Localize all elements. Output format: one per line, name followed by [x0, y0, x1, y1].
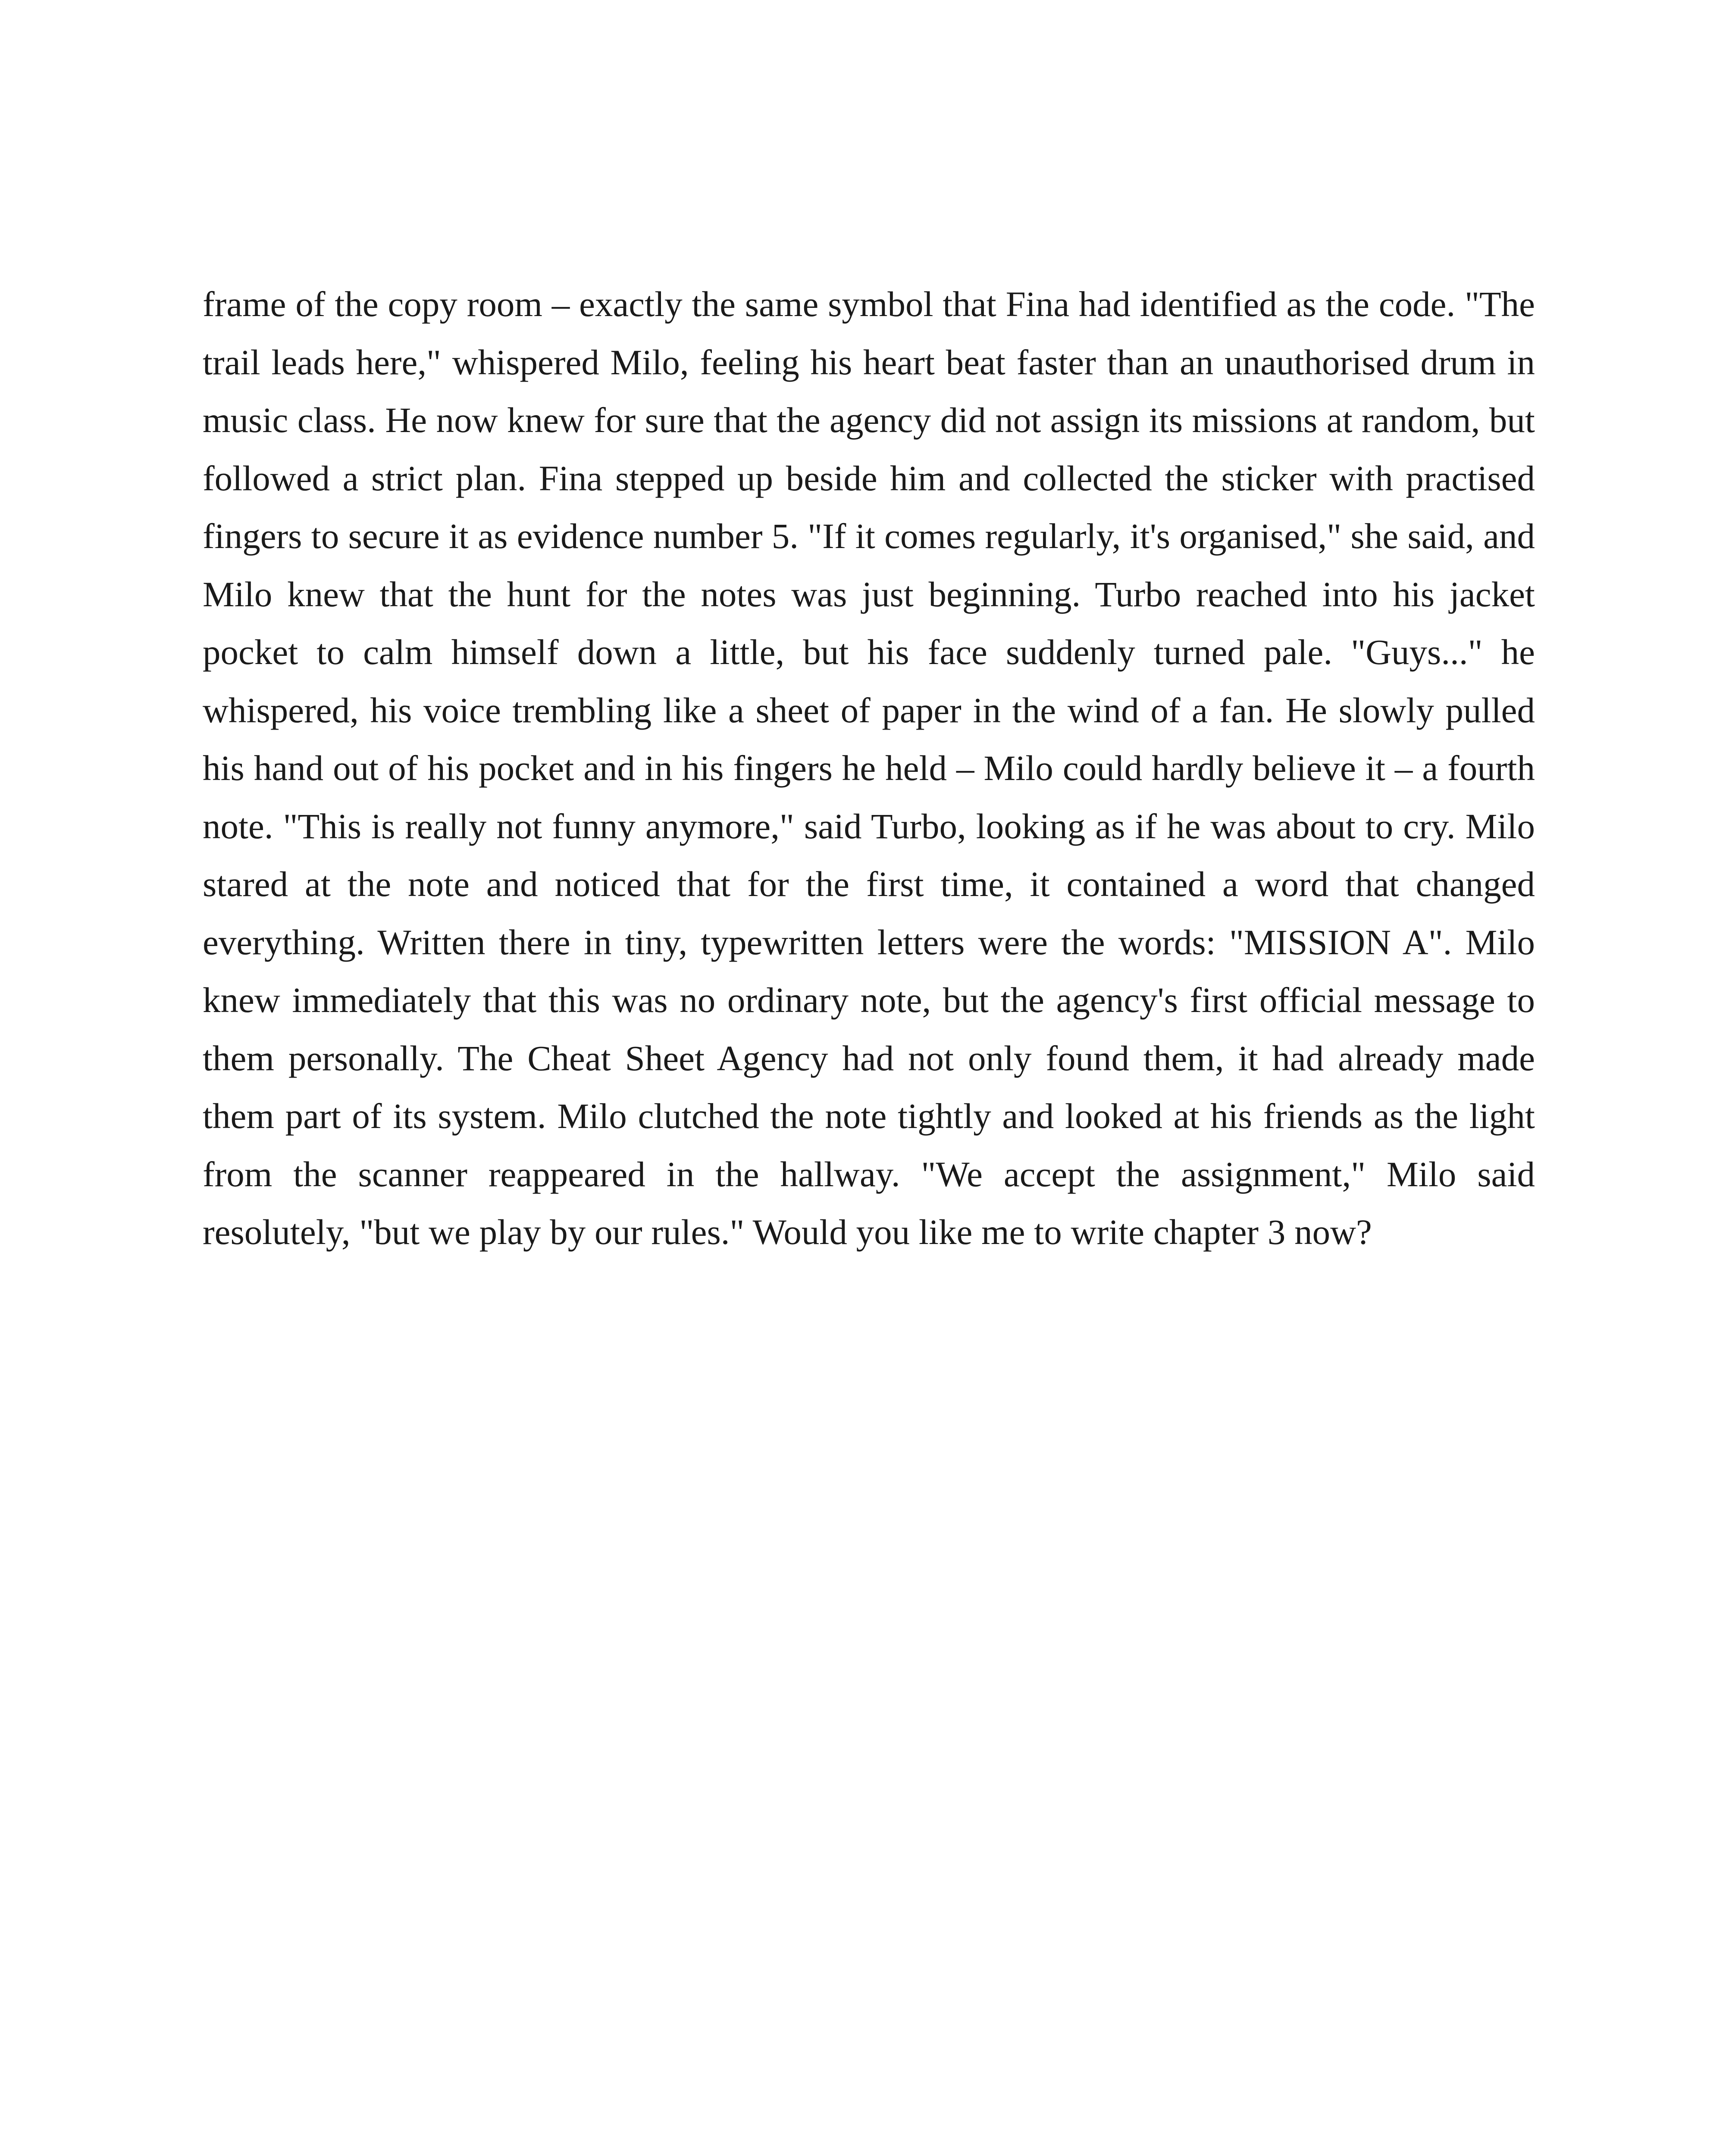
- body-paragraph: frame of the copy room – exactly the same symbol that Fina had identified as the code. "The trail leads here," whispered Milo, feeling his heart beat faster than an unauthorised drum in music class. He now knew for sure that the agency did not assign its missions at random, but followed a strict plan. Fina stepped up beside him and collected the sticker with practised fingers to secure it as evidence number 5. "If it comes regularly, it's organised," she said, and Milo knew that the hunt for the notes was just beginning. Turbo reached into his jacket pocket to calm himself down a little, but his face suddenly turned pale. "Guys..." he whispered, his voice trembling like a sheet of paper in the wind of a fan. He slowly pulled his hand out of his pocket and in his fingers he held – Milo could hardly believe it – a fourth note. "This is really not funny anymore," said Turbo, looking as if he was about to cry. Milo stared at the note and noticed that for the first time, it contained a word that changed everything. Written there in tiny, typewritten letters were the words: "MISSION A". Milo knew immediately that this was no ordinary note, but the agency's first official message to them personally. The Cheat Sheet Agency had not only found them, it had already made them part of its system. Milo clutched the note tightly and looked at his friends as the light from the scanner reappeared in the hallway. "We accept the assignment," Milo said resolutely, "but we play by our rules." Would you like me to write chapter 3 now?: [203, 284, 1535, 1252]
